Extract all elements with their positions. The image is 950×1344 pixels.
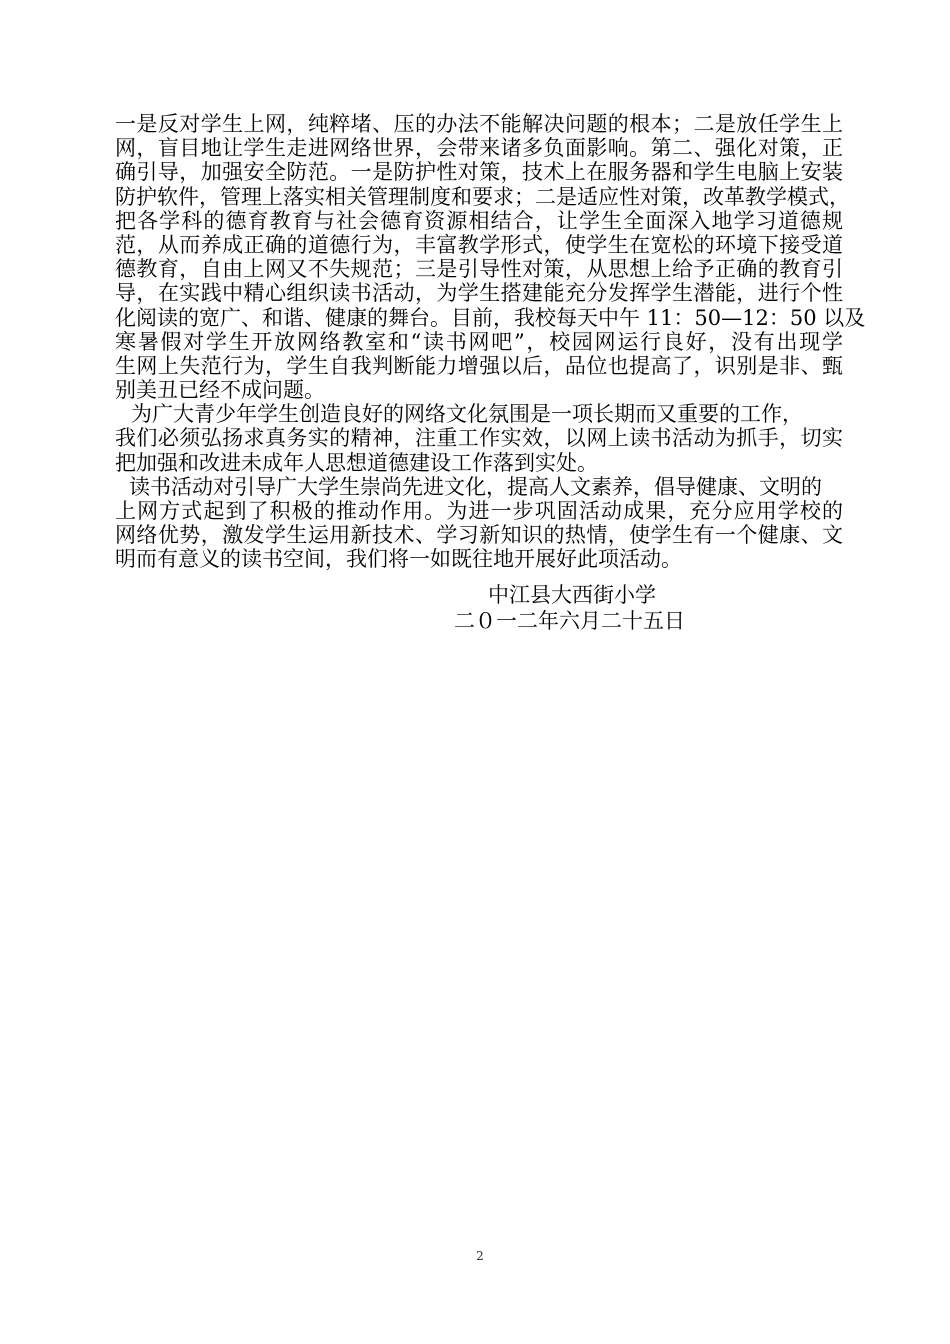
text-line: 把加强和改进未成年人思想道德建设工作落到实处。 bbox=[115, 450, 598, 475]
text-line: 明而有意义的读书空间，我们将一如既往地开展好此项活动。 bbox=[115, 547, 682, 572]
text-line: 范，从而养成正确的道德行为，丰富教学形式，使学生在宽松的环境下接受道 bbox=[115, 232, 843, 257]
text-line: 把各学科的德育教育与社会德育资源相结合，让学生全面深入地学习道德规 bbox=[115, 208, 843, 233]
text-line: 上网方式起到了积极的推动作用。为进一步巩固活动成果，充分应用学校的 bbox=[115, 499, 843, 523]
text-line: 网，盲目地让学生走进网络世界，会带来诸多负面影响。第二、强化对策，正 bbox=[115, 136, 843, 161]
signature-school: 中江县大西街小学 bbox=[488, 583, 656, 607]
text-line: 读书活动对引导广大学生崇尚先进文化，提高人文素养，倡导健康、文明的 bbox=[129, 474, 822, 499]
text-line: 德教育，自由上网又不失规范；三是引导性对策，从思想上给予正确的教育引 bbox=[115, 257, 843, 282]
paragraph-1 bbox=[115, 112, 866, 403]
page-number: 2 bbox=[476, 1249, 484, 1263]
text-line: 化阅读的宽广、和谐、健康的舞台。目前，我校每天中午 11：50—12：50 以及 bbox=[115, 305, 866, 330]
text-line: 寒暑假对学生开放网络教室和“读书网吧”，校园网运行良好，没有出现学 bbox=[115, 329, 843, 354]
text-line: 防护软件，管理上落实相关管理制度和要求；二是适应性对策，改革教学模式， bbox=[115, 184, 850, 209]
text-line: 为广大青少年学生创造良好的网络文化氛围是一项长期而又重要的工作， bbox=[131, 402, 803, 427]
text-line: 确引导，加强安全防范。一是防护性对策，技术上在服务器和学生电脑上安装 bbox=[115, 160, 843, 185]
text-line: 我们必须弘扬求真务实的精神，注重工作实效，以网上读书活动为抓手，切实 bbox=[115, 426, 843, 451]
paragraph-3 bbox=[115, 475, 843, 572]
text-line: 网络优势，激发学生运用新技术、学习新知识的热情，使学生有一个健康、文 bbox=[115, 523, 843, 548]
text-line: 一是反对学生上网，纯粹堵、压的办法不能解决问题的根本；二是放任学生上 bbox=[115, 112, 843, 136]
signature-date: 二０一二年六月二十五日 bbox=[454, 609, 685, 633]
text-line: 生网上失范行为，学生自我判断能力增强以后，品位也提高了，识别是非、甄 bbox=[115, 353, 843, 378]
text-line: 导，在实践中精心组织读书活动，为学生搭建能充分发挥学生潜能，进行个性 bbox=[115, 281, 843, 306]
paragraph-2 bbox=[115, 402, 843, 475]
text-line: 别美丑已经不成问题。 bbox=[115, 378, 325, 403]
document-body bbox=[115, 112, 866, 572]
